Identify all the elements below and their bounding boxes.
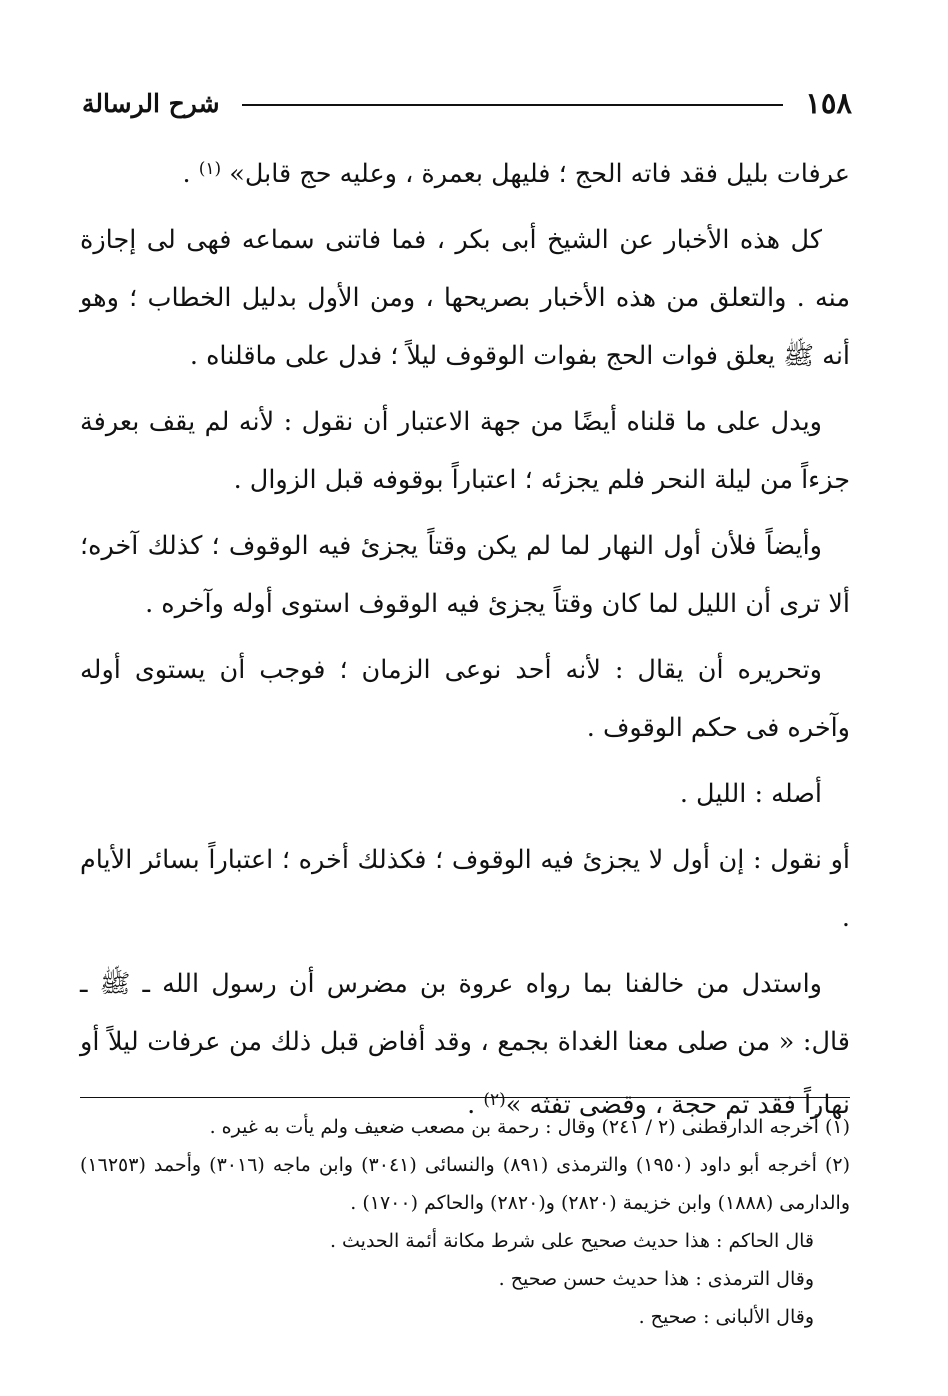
paragraph-1-end: . xyxy=(182,159,199,189)
footnote-1: (١) أخرجه الدارقطنى (٢ / ٢٤١) وقال : رحمة بن مصعب ضعيف ولم يأت به غيره . xyxy=(209,1116,850,1138)
footnote-rule xyxy=(80,1097,850,1098)
paragraph-1 xyxy=(80,140,850,203)
footnote-2: (٢) أخرجه أبو داود (١٩٥٠) والترمذى (٨٩١) والنسائى (٣٠٤١) وابن ماجه (٣٠١٦) وأحمد (١٦٢٥٣) والدارمى (١٨٨٨) وابن خزيمة (٢٨٢٠) و(٢٨٢٠) والحاكم (١٧٠٠) . xyxy=(80,1154,851,1214)
paragraph-6: أصله : الليل . xyxy=(679,779,822,809)
footnote-2-tirmidhi: وقال الترمذى : هذا حديث حسن صحيح . xyxy=(498,1268,814,1290)
paragraph-8-end: . xyxy=(467,1090,484,1120)
paragraph-2: كل هذه الأخبار عن الشيخ أبى بكر ، فما فاتنى سماعه فهى لى إجازة منه . والتعلق من هذه الأخبار بصريحها ، ومن الأول بدليل الخطاب ؛ وهو أنه ﷺ يعلق فوات الحج بفوات الوقوف ليلاً ؛ فدل على ماقلناه . xyxy=(80,225,850,371)
paragraph-4: وأيضاً فلأن أول النهار لما لم يكن وقتاً يجزئ فيه الوقوف ؛ كذلك آخره؛ ألا ترى أن الليل لما كان وقتاً يجزئ فيه الوقوف استوى أوله وآخره . xyxy=(80,531,850,619)
header-rule xyxy=(242,104,784,106)
paragraph-3: ويدل على ما قلناه أيضًا من جهة الاعتبار أن نقول : لأنه لم يقف بعرفة جزءاً من ليلة النحر فلم يجزئه ؛ اعتباراً بوقوفه قبل الزوال . xyxy=(80,407,850,495)
footnote-2-albani: وقال الألبانى : صحيح . xyxy=(638,1306,814,1328)
paragraph-7: أو نقول : إن أول لا يجزئ فيه الوقوف ؛ فكذلك أخره ؛ اعتباراً بسائر الأيام . xyxy=(80,845,850,933)
paragraph-8-text: واستدل من خالفنا بما رواه عروة بن مضرس أن رسول الله ـ ﷺ ـ قال: « من صلى معنا الغداة بجمع ، وقد أفاض قبل ذلك من عرفات ليلاً أو نهاراً فقد تم حجة ، وقضى تفثه » xyxy=(80,969,850,1120)
footnote-2-hakim: قال الحاكم : هذا حديث صحيح على شرط مكانة أئمة الحديث . xyxy=(329,1230,814,1252)
paragraph-1-text: عرفات بليل فقد فاته الحج ؛ فليهل بعمرة ، وعليه حج قابل» xyxy=(221,159,850,189)
main-text xyxy=(80,140,850,1142)
footnote-ref-2: (٢) xyxy=(483,1090,506,1110)
running-title: شرح الرسالة xyxy=(82,88,220,118)
footnotes xyxy=(80,1108,850,1336)
page-number: ١٥٨ xyxy=(805,86,852,120)
page-header xyxy=(82,78,852,128)
footnote-ref-1: (١) xyxy=(198,159,222,179)
paragraph-5: وتحريره أن يقال : لأنه أحد نوعى الزمان ؛ فوجب أن يستوى أوله وآخره فى حكم الوقوف . xyxy=(80,655,850,743)
